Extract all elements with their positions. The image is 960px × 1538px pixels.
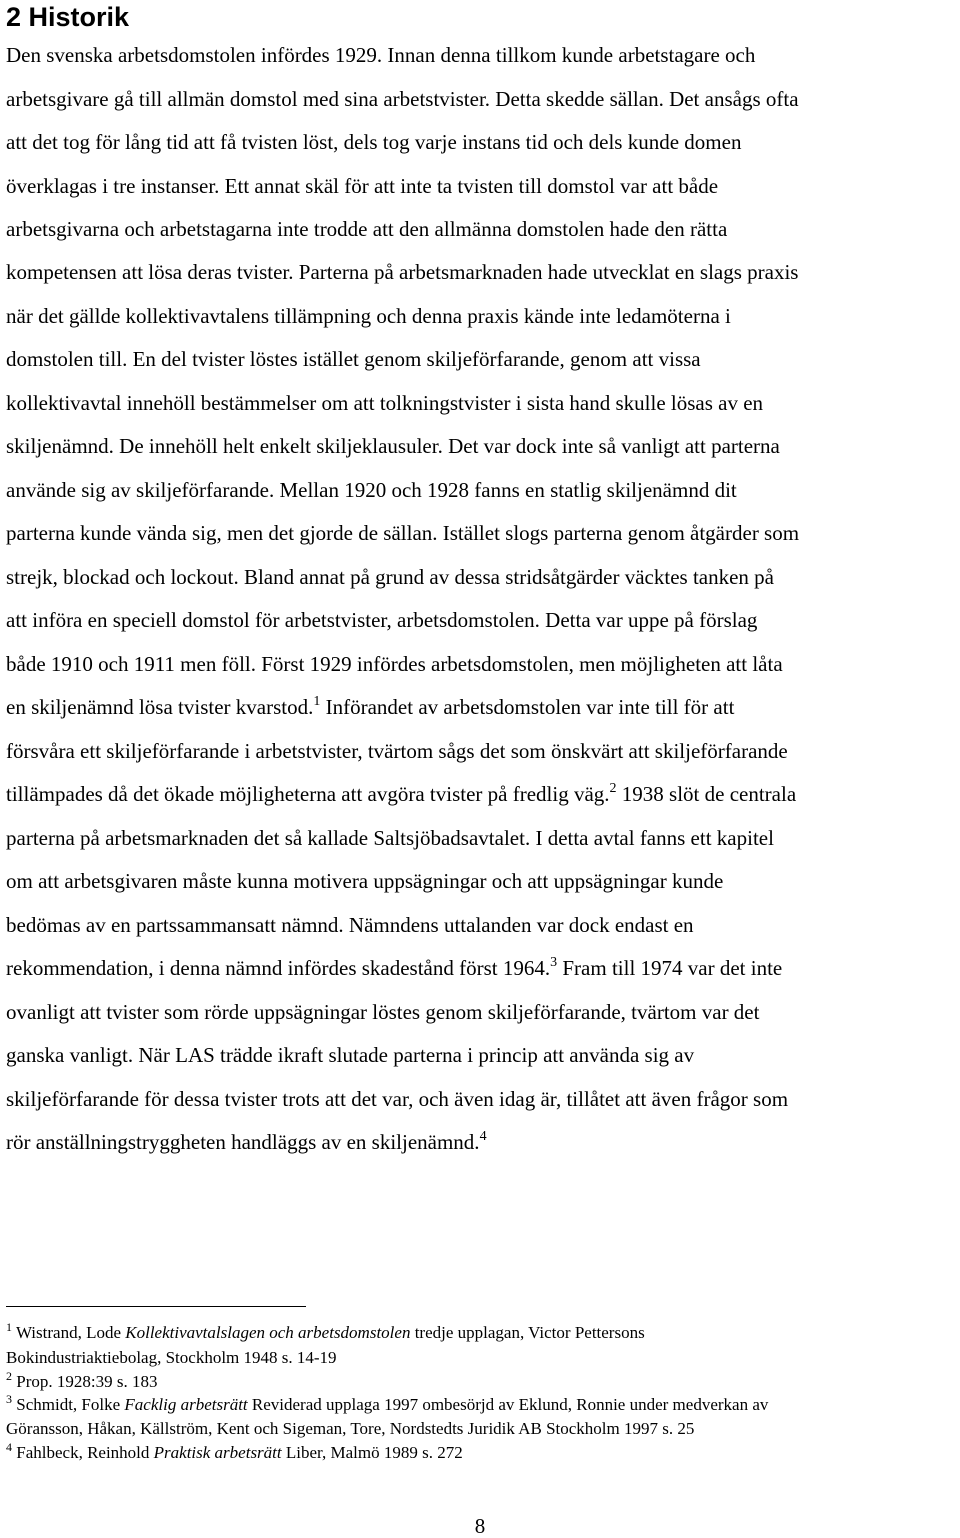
body-line: domstolen till. En del tvister löstes istället genom skiljeförfarande, genom att vissa [6,347,701,371]
body-line: använde sig av skiljeförfarande. Mellan 1920 och 1928 fanns en statlig skiljenämnd dit [6,478,737,502]
body-line: skiljenämnd. De innehöll helt enkelt skiljeklausuler. Det var dock inte så vanligt att parterna [6,434,780,458]
footnote-text: Liber, Malmö 1989 s. 272 [281,1443,463,1462]
body-text: rör anställningstryggheten handläggs av en skiljenämnd. [6,1130,480,1154]
footnote-title: Praktisk arbetsrätt [153,1443,282,1462]
body-text: rekommendation, i denna nämnd infördes skadestånd först 1964. [6,956,551,980]
footnote-text: tredje upplagan, Victor Pettersons [410,1323,645,1342]
body-line [6,781,796,811]
body-text: Fram till 1974 var det inte [557,956,783,980]
body-text: 1938 slöt de centrala [616,782,797,806]
footnote-3 [6,1394,768,1417]
footnote-number: 2 [6,1369,12,1383]
page-number: 8 [474,1514,486,1538]
footnote-text: Wistrand, Lode [12,1323,126,1342]
body-line: skiljeförfarande för dessa tvister trots att det var, och även idag är, tillåtet att även frågor som [6,1087,789,1111]
footnote-ref[interactable]: 4 [479,1129,487,1144]
footnote-text: Fahlbeck, Reinhold [12,1443,154,1462]
body-line: bedömas av en partssammansatt nämnd. Nämndens uttalanden var dock endast en [6,913,694,937]
body-line: försvåra ett skiljeförfarande i arbetstvister, tvärtom sågs det som önskvärt att skiljeförfarande [6,739,788,763]
footnote-ref[interactable]: 2 [609,781,617,796]
body-line [6,694,734,724]
body-line: att det tog för lång tid att få tvisten löst, dels tog varje instans tid och dels kunde domen [6,130,742,154]
footnote-number: 1 [6,1320,12,1334]
body-line: strejk, blockad och lockout. Bland annat på grund av dessa stridsåtgärder väcktes tanken på [6,565,775,589]
footnote-4 [6,1442,463,1465]
body-line: kompetensen att lösa deras tvister. Parterna på arbetsmarknaden hade utvecklat en slags praxis [6,260,799,284]
footnote-ref[interactable]: 1 [313,694,321,709]
body-line: överklagas i tre instanser. Ett annat skäl för att inte ta tvisten till domstol var att både [6,174,719,198]
body-line: arbetsgivare gå till allmän domstol med sina arbetstvister. Detta skedde sällan. Det ansågs ofta [6,87,799,111]
body-line: Den svenska arbetsdomstolen infördes 1929. Innan denna tillkom kunde arbetstagare och [6,43,756,67]
body-line [6,955,782,985]
body-line: arbetsgivarna och arbetstagarna inte trodde att den allmänna domstolen hade den rätta [6,217,728,241]
body-line: parterna på arbetsmarknaden det så kallade Saltsjöbadsavtalet. I detta avtal fanns ett kapitel [6,826,774,850]
footnote-text: Prop. 1928:39 s. 183 [12,1372,158,1391]
footnote-title: Facklig arbetsrätt [124,1395,248,1414]
footnote-text: Schmidt, Folke [12,1395,125,1414]
body-line [6,1129,487,1159]
footnote-1-cont: Bokindustriaktiebolag, Stockholm 1948 s. 14-19 [6,1348,337,1367]
footnote-title: Kollektivavtalslagen och arbetsdomstolen [125,1323,411,1342]
body-line: när det gällde kollektivavtalens tillämpning och denna praxis kände inte ledamöterna i [6,304,731,328]
body-text: en skiljenämnd lösa tvister kvarstod. [6,695,314,719]
body-line: parterna kunde vända sig, men det gjorde de sällan. Istället slogs parterna genom åtgärder som [6,521,800,545]
footnote-number: 4 [6,1440,12,1454]
footnote-text: Reviderad upplaga 1997 ombesörjd av Eklund, Ronnie under medverkan av [247,1395,769,1414]
body-line: att införa en speciell domstol för arbetstvister, arbetsdomstolen. Detta var uppe på förslag [6,608,758,632]
footnote-2 [6,1371,157,1394]
body-line: ganska vanligt. När LAS trädde ikraft slutade parterna i princip att använda sig av [6,1043,695,1067]
footnote-3-cont: Göransson, Håkan, Källström, Kent och Sigeman, Tore, Nordstedts Juridik AB Stockholm 1997 s. 25 [6,1419,695,1438]
body-line: om att arbetsgivaren måste kunna motivera uppsägningar och att uppsägningar kunde [6,869,724,893]
footnote-1 [6,1322,645,1345]
section-heading: 2 Historik [6,2,130,32]
body-text: Införandet av arbetsdomstolen var inte till för att [320,695,735,719]
footnote-separator [6,1306,306,1307]
body-line: ovanligt att tvister som rörde uppsägningar löstes genom skiljeförfarande, tvärtom var det [6,1000,760,1024]
body-text: tillämpades då det ökade möjligheterna att avgöra tvister på fredlig väg. [6,782,610,806]
footnote-ref[interactable]: 3 [550,955,558,970]
body-line: kollektivavtal innehöll bestämmelser om att tolkningstvister i sista hand skulle lösas av en [6,391,764,415]
body-line: både 1910 och 1911 men föll. Först 1929 infördes arbetsdomstolen, men möjligheten att låta [6,652,783,676]
footnote-number: 3 [6,1392,12,1406]
